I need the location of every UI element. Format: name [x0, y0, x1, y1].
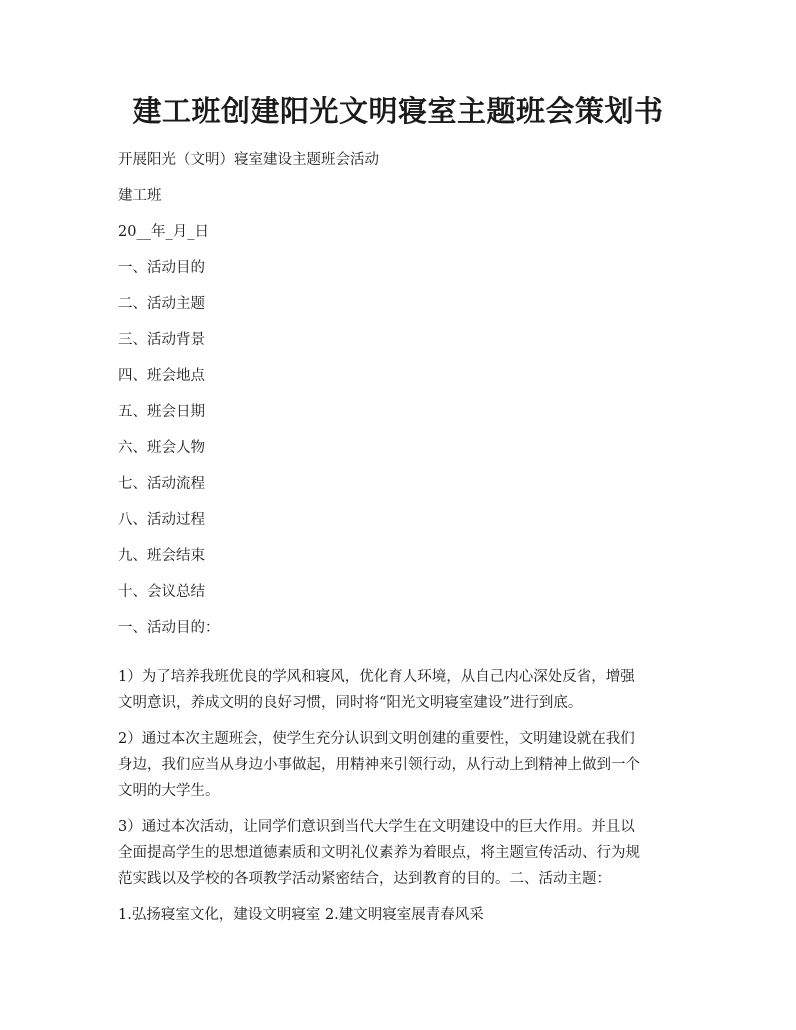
outline-item: 三、活动背景 — [118, 332, 205, 348]
paragraph-line: 1.弘扬寝室文化，建设文明寝室 2.建文明寝室展青春风采 — [118, 907, 484, 923]
paragraph-line: 文明意识，养成文明的良好习惯，同时将“阳光文明寝室建设”进行到底。 — [118, 695, 583, 711]
outline-item: 九、班会结束 — [118, 548, 205, 564]
outline-item: 四、班会地点 — [118, 368, 205, 384]
paragraph-line: 1）为了培养我班优良的学风和寝风，优化育人环境，从自己内心深处反省，增强 — [118, 669, 635, 685]
outline-item: 一、活动目的 — [118, 260, 205, 276]
paragraph-3 — [118, 814, 678, 892]
paragraph-line: 全面提高学生的思想道德素质和文明礼仪素养为着眼点，将主题宣传活动、行为规 — [118, 845, 640, 861]
paragraph-1 — [118, 664, 678, 716]
paragraph-4 — [118, 902, 678, 928]
paragraph-2 — [118, 726, 678, 804]
document-title: 建工班创建阳光文明寝室主题班会策划书 — [132, 94, 664, 128]
class-name-line: 建工班 — [118, 188, 162, 204]
paragraph-line: 范实践以及学校的各项教学活动紧密结合，达到教育的目的。二、活动主题： — [118, 871, 611, 887]
outline-item: 十、会议总结 — [118, 584, 205, 600]
outline-item: 五、班会日期 — [118, 404, 205, 420]
paragraph-line: 文明的大学生。 — [118, 783, 220, 799]
outline-item: 二、活动主题 — [118, 296, 205, 312]
outline-section — [118, 150, 678, 654]
outline-item: 六、班会人物 — [118, 440, 205, 456]
paragraph-line: 身边，我们应当从身边小事做起，用精神来引领行动，从行动上到精神上做到一个 — [118, 757, 640, 773]
outline-item: 七、活动流程 — [118, 476, 205, 492]
paragraph-line: 2）通过本次主题班会，使学生充分认识到文明创建的重要性，文明建设就在我们 — [118, 731, 635, 747]
outline-item: 八、活动过程 — [118, 512, 205, 528]
section-heading: 一、活动目的： — [118, 620, 220, 636]
subtitle-line: 开展阳光（文明）寝室建设主题班会活动 — [118, 152, 379, 168]
date-line: 20__年_月_日 — [118, 224, 209, 240]
paragraph-line: 3）通过本次活动，让同学们意识到当代大学生在文明建设中的巨大作用。并且以 — [118, 819, 635, 835]
